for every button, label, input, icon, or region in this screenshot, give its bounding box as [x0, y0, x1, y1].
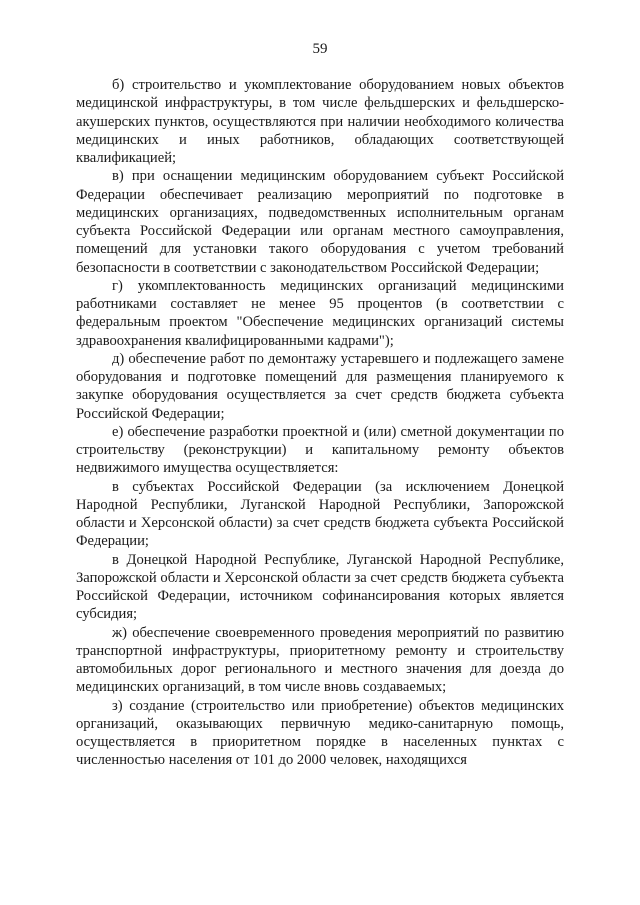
- paragraph-e-subjects: в субъектах Российской Федерации (за исключением Донецкой Народной Республики, Луганской Народной Республики, Запорожской области и Херсонской области) за счет средств бюджета субъекта Российской Федерации;: [76, 478, 564, 550]
- paragraph-b: б) строительство и укомплектование оборудованием новых объектов медицинской инфраструктуры, в том числе фельдшерских и фельдшерско-акушерских пунктов, осуществляются при наличии необходимого количества медицинских и иных работников, обладающих соответствующей квалификацией;: [76, 77, 564, 166]
- paragraph-e-new-regions: в Донецкой Народной Республике, Луганской Народной Республике, Запорожской области и Херсонской области за счет средств бюджета субъекта Российской Федерации, источником софинансирования которых является субсидия;: [76, 551, 564, 623]
- document-body: [76, 76, 564, 770]
- paragraph-z: з) создание (строительство или приобретение) объектов медицинских организаций, оказывающих первичную медико-санитарную помощь, осуществляется в приоритетном порядке в населенных пунктах с численностью населения от 101 до 2000 человек, находящихся: [76, 697, 564, 769]
- paragraph-v: в) при оснащении медицинским оборудованием субъект Российской Федерации обеспечивает реализацию мероприятий по подготовке в медицинских организациях, подведомственных исполнительным органам субъекта Российской Федерации или органам местного самоуправления, помещений для установки такого оборудования с учетом требований безопасности в соответствии с законодательством Российской Федерации;: [76, 168, 564, 276]
- paragraph-g: г) укомплектованность медицинских организаций медицинскими работниками составляет не менее 95 процентов (в соответствии с федеральным проектом "Обеспечение медицинских организаций системы здравоохранения квалифицированными кадрами");: [76, 277, 564, 349]
- page-number: 59: [312, 41, 328, 57]
- paragraph-e: е) обеспечение разработки проектной и (или) сметной документации по строительству (реконструкции) и капитальному ремонту объектов недвижимого имущества осуществляется:: [76, 423, 564, 477]
- paragraph-d: д) обеспечение работ по демонтажу устаревшего и подлежащего замене оборудования и подготовке помещений для размещения планируемого к закупке оборудования осуществляется за счет средств бюджета субъекта Российской Федерации;: [76, 350, 564, 422]
- paragraph-zh: ж) обеспечение своевременного проведения мероприятий по развитию транспортной инфраструктуры, приоритетному ремонту и строительству автомобильных дорог регионального и местного значения для доезда до медицинских организаций, в том числе вновь создаваемых;: [76, 624, 564, 696]
